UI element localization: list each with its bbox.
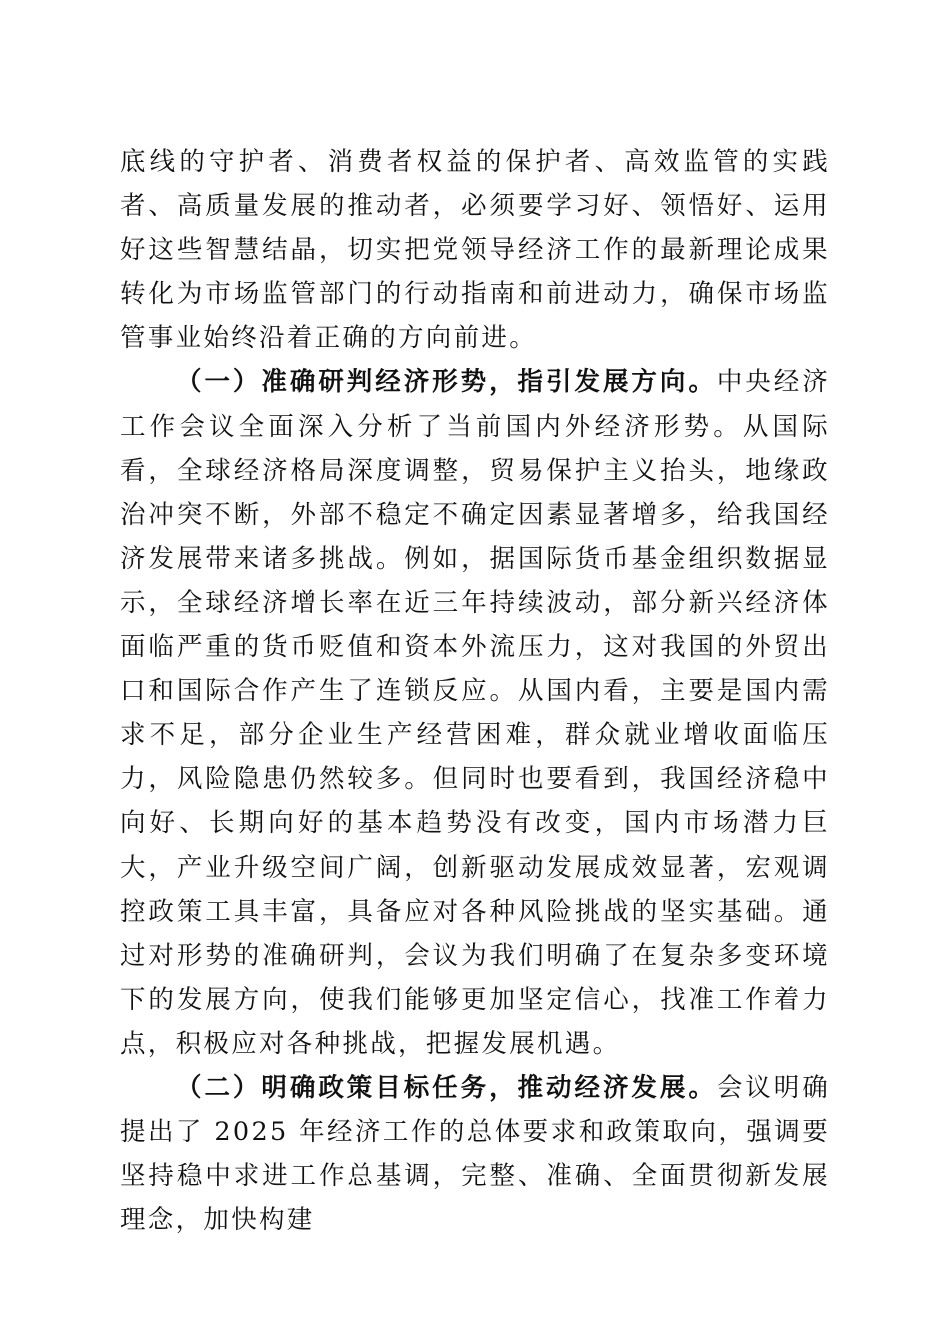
paragraph-continuation (120, 140, 830, 360)
section-heading: （一）准确研判经济形势，指引发展方向。 (176, 367, 717, 398)
body-text (120, 140, 830, 1242)
paragraph-section-2 (120, 1066, 830, 1242)
paragraph-text: 会议明确提出了 2025 年经济工作的总体要求和政策取向，强调要坚持稳中求进工作总基调，完整、准确、全面贯彻新发展理念，加快构建 (120, 1072, 831, 1236)
paragraph-text: 中央经济工作会议全面深入分析了当前国内外经济形势。从国际看，全球经济格局深度调整，贸易保护主义抬头，地缘政治冲突不断，外部不稳定不确定因素显著增多，给我国经济发展带来诸多挑战。例如，据国际货币基金组织数据显示，全球经济增长率在近三年持续波动，部分新兴经济体面临严重的货币贬值和资本外流压力，这对我国的外贸出口和国际合作产生了连锁反应。从国内看，主要是国内需求不足，部分企业生产经营困难，群众就业增收面临压力，风险隐患仍然较多。但同时也要看到，我国经济稳中向好、长期向好的基本趋势没有改变，国内市场潜力巨大，产业升级空间广阔，创新驱动发展成效显著，宏观调控政策工具丰富，具备应对各种风险挑战的坚实基础。通过对形势的准确研判，会议为我们明确了在复杂多变环境下的发展方向，使我们能够更加坚定信心，找准工作着力点，积极应对各种挑战，把握发展机遇。 (120, 367, 831, 1059)
section-heading: （二）明确政策目标任务，推动经济发展。 (176, 1072, 717, 1103)
paragraph-text: 底线的守护者、消费者权益的保护者、高效监管的实践者、高质量发展的推动者，必须要学习好、领悟好、运用好这些智慧结晶，切实把党领导经济工作的最新理论成果转化为市场监管部门的行动指南和前进动力，确保市场监管事业始终沿着正确的方向前进。 (120, 147, 830, 354)
paragraph-section-1 (120, 360, 830, 1066)
